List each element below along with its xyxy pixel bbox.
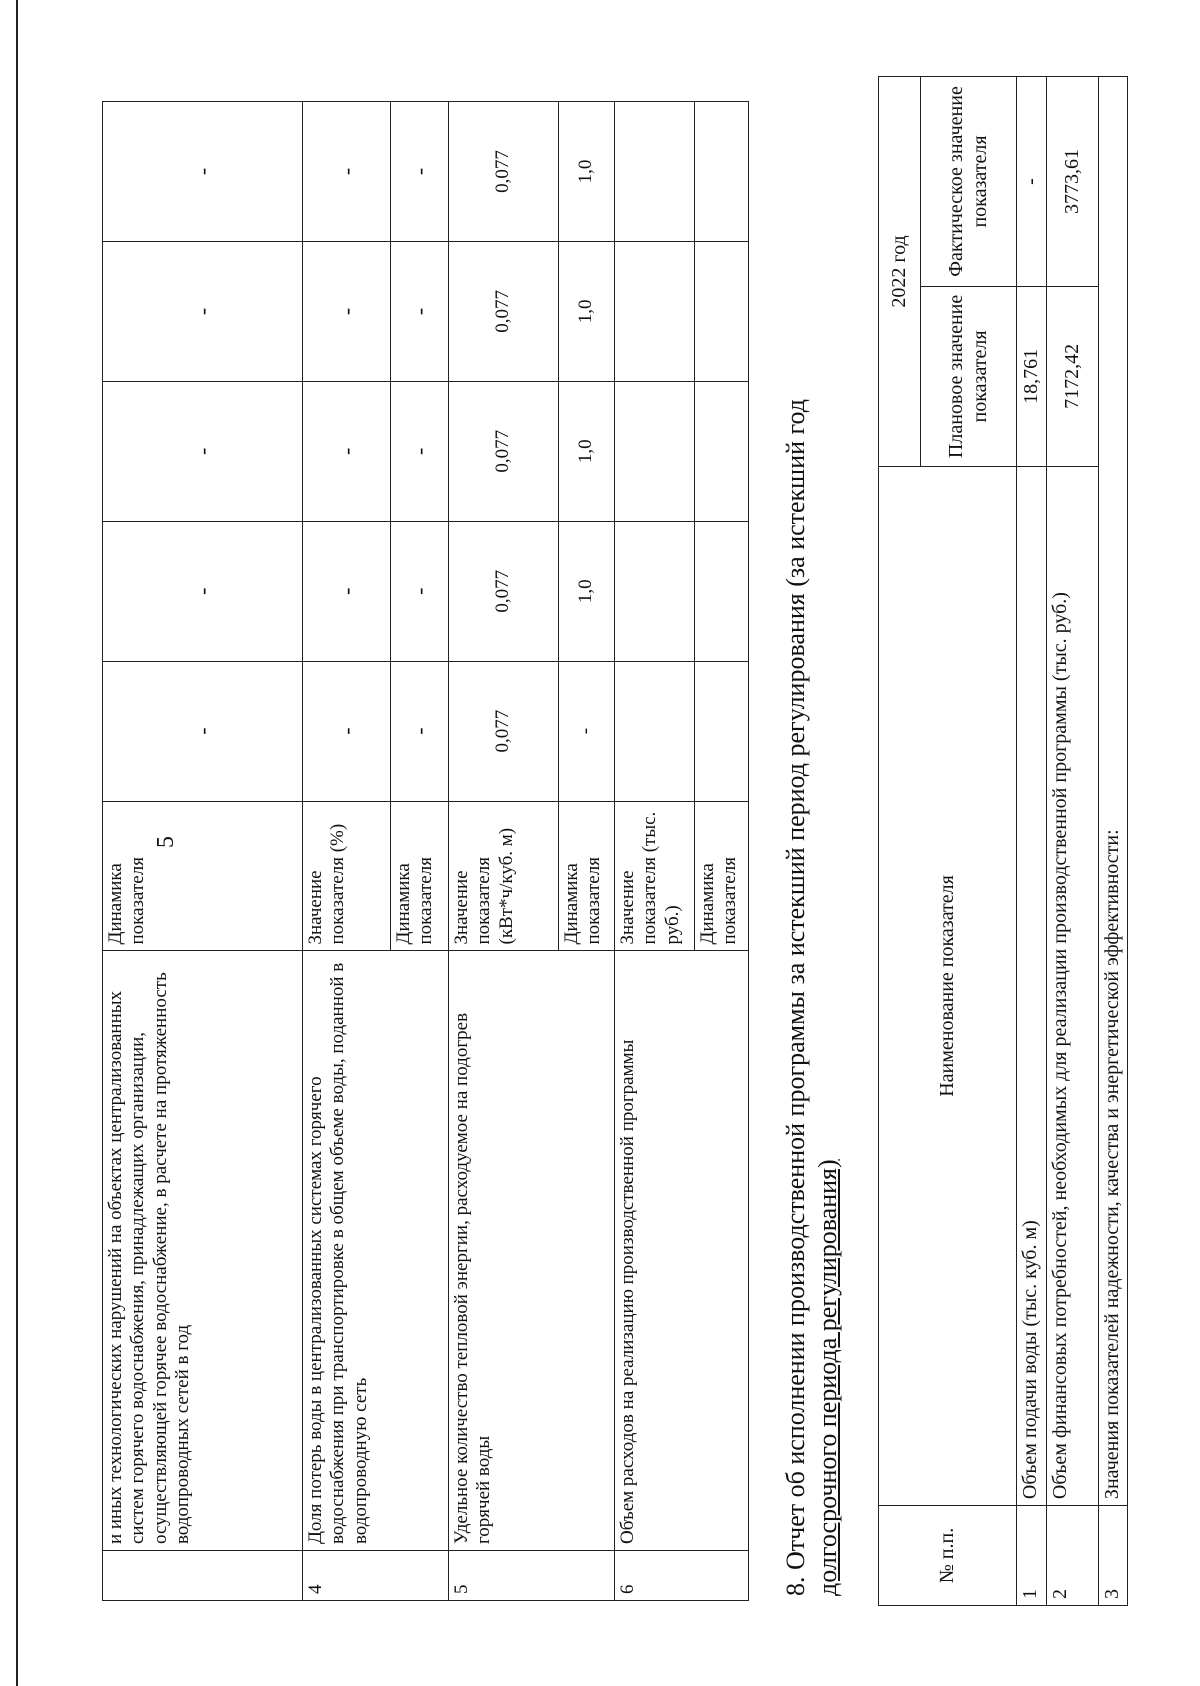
value-cell: -: [391, 661, 449, 801]
value-cell: [615, 381, 695, 521]
value-cell: 1,0: [559, 102, 615, 242]
column-header-number: № п.п.: [879, 1506, 1017, 1606]
indicator-name: Объем финансовых потребностей, необходимых для реализации производственной программы (тыс. руб.): [1047, 466, 1099, 1505]
value-cell: 0,077: [449, 102, 559, 242]
page-number: 5: [153, 836, 179, 848]
table-row: [615, 102, 695, 1601]
row-number: 2: [1047, 1506, 1099, 1606]
actual-value: 3773,61: [1047, 77, 1099, 287]
indicator-type: Динамика показателя: [695, 801, 749, 951]
value-cell: 1,0: [559, 521, 615, 661]
table-row: [1099, 77, 1128, 1606]
table-row: [449, 102, 559, 1601]
row-number: 3: [1099, 1506, 1128, 1606]
value-cell: -: [103, 521, 303, 661]
value-cell: -: [391, 381, 449, 521]
indicator-type: Значение показателя (кВт*ч/куб. м): [449, 801, 559, 951]
value-cell: -: [303, 241, 391, 381]
value-cell: [695, 661, 749, 801]
value-cell: -: [103, 102, 303, 242]
row-number: 6: [615, 1551, 749, 1601]
value-cell: -: [559, 661, 615, 801]
indicator-name: и иных технологических нарушений на объектах централизованных систем горячего водоснабжения, принадлежащих организации, осуществляющей горячее водоснабжение, в расчете на протяженность водопроводных сетей в год: [103, 951, 303, 1551]
value-cell: -: [303, 521, 391, 661]
indicator-name: Значения показателей надежности, качества и энергетической эффективности:: [1099, 77, 1128, 1506]
value-cell: -: [391, 521, 449, 661]
value-cell: [615, 241, 695, 381]
actual-value: -: [1017, 77, 1047, 287]
value-cell: [695, 241, 749, 381]
row-number: 5: [449, 1551, 615, 1601]
value-cell: -: [103, 661, 303, 801]
table-row: [1047, 77, 1099, 1606]
row-number: 1: [1017, 1506, 1047, 1606]
row-number: [103, 1551, 303, 1601]
column-header-name: Наименование показателя: [879, 466, 1017, 1505]
value-cell: 0,077: [449, 661, 559, 801]
value-cell: -: [303, 661, 391, 801]
planned-value: 7172,42: [1047, 286, 1099, 466]
section-8-heading-line2: долгосрочного периода регулирования): [812, 1159, 842, 1596]
section-8-heading: [780, 96, 843, 1596]
program-report-table: [878, 76, 1128, 1606]
value-cell: [615, 521, 695, 661]
value-cell: -: [103, 381, 303, 521]
indicator-name: Объем расходов на реализацию производственной программы: [615, 951, 749, 1551]
value-cell: -: [103, 241, 303, 381]
column-header-planned: Плановое значение показателя: [921, 286, 1017, 466]
value-cell: 0,077: [449, 521, 559, 661]
indicator-type: Динамика показателя: [103, 801, 303, 951]
table-row: [303, 102, 391, 1601]
column-header-actual: Фактическое значение показателя: [921, 77, 1017, 287]
value-cell: -: [391, 241, 449, 381]
value-cell: -: [303, 381, 391, 521]
indicator-type: Значение показателя (тыс. руб.): [615, 801, 695, 951]
indicators-table: [102, 101, 749, 1601]
column-header-year: 2022 год: [879, 77, 921, 467]
indicator-name: Доля потерь воды в централизованных системах горячего водоснабжения при транспортировке в общем объеме воды, поданной в водопроводную сеть: [303, 951, 449, 1551]
planned-value: 18,761: [1017, 286, 1047, 466]
section-8-heading-line1: 8. Отчет об исполнении производственной программы за истекший период регулирования (за истекший год: [781, 398, 810, 1596]
value-cell: 1,0: [559, 241, 615, 381]
indicator-type: Значение показателя (%): [303, 801, 391, 951]
value-cell: 1,0: [559, 381, 615, 521]
value-cell: 0,077: [449, 381, 559, 521]
value-cell: [695, 521, 749, 661]
value-cell: 0,077: [449, 241, 559, 381]
table-row: [103, 102, 303, 1601]
value-cell: [695, 381, 749, 521]
value-cell: [615, 661, 695, 801]
indicator-type: Динамика показателя: [391, 801, 449, 951]
table-header-row: [879, 77, 921, 1606]
value-cell: [615, 102, 695, 242]
table-row: [1017, 77, 1047, 1606]
value-cell: -: [303, 102, 391, 242]
value-cell: -: [391, 102, 449, 242]
value-cell: [695, 102, 749, 242]
row-number: 4: [303, 1551, 449, 1601]
indicator-name: Удельное количество тепловой энергии, расходуемое на подогрев горячей воды: [449, 951, 615, 1551]
indicator-type: Динамика показателя: [559, 801, 615, 951]
indicator-name: Объем подачи воды (тыс. куб. м): [1017, 466, 1047, 1505]
